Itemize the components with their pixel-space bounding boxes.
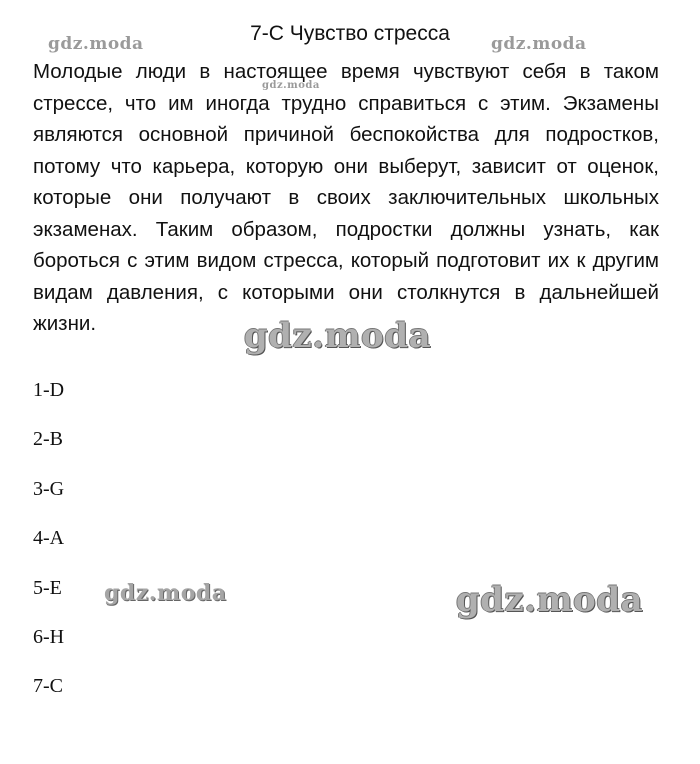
answer-list: [33, 376, 64, 722]
watermark-inline: gdz.moda: [262, 80, 320, 91]
answer-item: 4-A: [33, 527, 65, 550]
body-paragraph: Молодые люди в настоящее время чувствуют себя в таком стрессе, что им иногда трудно справиться с этим. Экзамены являются основной причиной беспокойства для подростков, потому что карьера, которую они выберут, зависит от оценок, которые они получают в своих заключительных школьных экзаменах. Таким образом, подростки должны узнать, как бороться с этим видом стресса, который подготовит их к другим видам давления, с которыми они столкнутся в дальнейшей жизни.: [33, 60, 659, 335]
watermark-center: gdz.moda: [244, 316, 432, 356]
watermark-bottom-left: gdz.moda: [104, 580, 227, 606]
answer-item: 3-G: [33, 477, 65, 500]
answer-item: 2-B: [33, 428, 63, 451]
page-title: 7-С Чувство стресса: [250, 22, 450, 45]
answer-item: 7-C: [33, 675, 63, 698]
watermark-top-left: gdz.moda: [48, 34, 144, 54]
answer-item: 6-H: [33, 625, 65, 648]
watermark-top-right: gdz.moda: [491, 34, 587, 54]
answer-item: 1-D: [33, 379, 65, 401]
watermark-bottom-right: gdz.moda: [456, 580, 644, 620]
answer-item: 5-E: [33, 576, 62, 599]
